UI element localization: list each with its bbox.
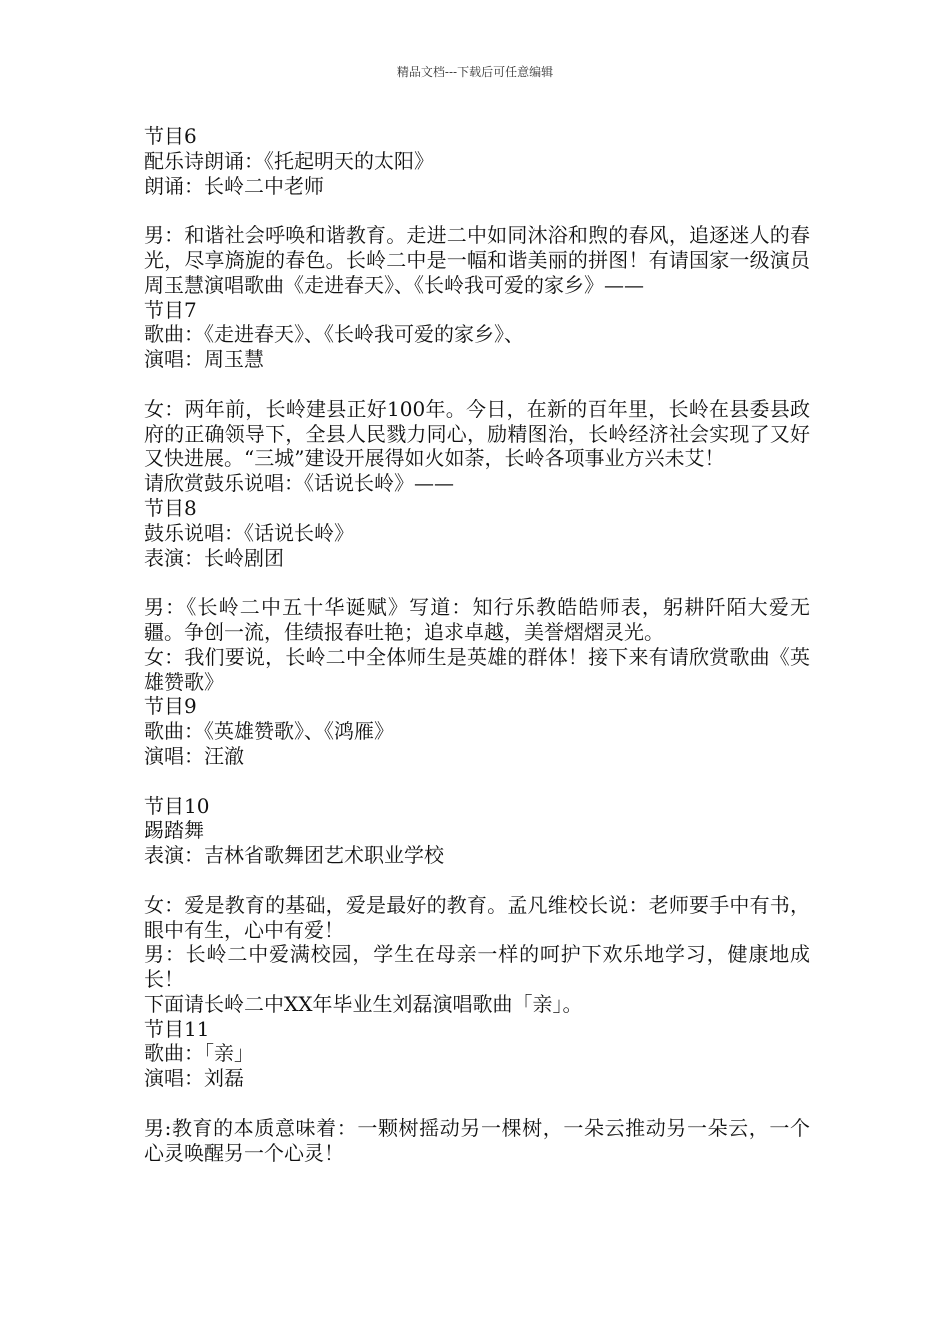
program-item: 歌曲：「亲」 <box>144 1041 254 1066</box>
blank-line <box>144 769 810 794</box>
host-line: 男：和谐社会呼唤和谐教育。走进二中如同沐浴和煦的春风，追逐迷人的春光，尽享旖旎的春色。长岭二中是一幅和谐美丽的拼图！有请国家一级演员周玉慧演唱歌曲《走进春天》、《长岭我可爱的家乡》—— <box>144 223 810 297</box>
program-title: 节目8 <box>144 495 197 520</box>
program-title: 节目7 <box>144 297 197 322</box>
program-title: 节目11 <box>144 1016 210 1041</box>
host-line: 男:教育的本质意味着：一颗树摇动另一棵树，一朵云推动另一朵云，一个心灵唤醒另一个心灵！ <box>144 1115 810 1165</box>
host-line: 女：两年前，长岭建县正好100年。今日，在新的百年里，长岭在县委县政府的正确领导下，全县人民戮力同心，励精图治，长岭经济社会实现了又好又快进展。“三城”建设开展得如火如荼，长岭各项事业方兴未艾！ <box>144 396 810 471</box>
host-line: 男：《长岭二中五十华诞赋》写道：知行乐教皓皓师表，躬耕阡陌大爱无疆。争创一流，佳绩报春吐艳；追求卓越，美誉熠熠灵光。 <box>144 595 810 644</box>
host-line: 女：爱是教育的基础，爱是最好的教育。孟凡维校长说：老师要手中有书，眼中有生，心中有爱！ <box>144 892 810 942</box>
blank-line <box>144 868 810 893</box>
program-item: 踢踏舞 <box>144 818 204 843</box>
blank-line <box>144 372 810 397</box>
performer-line: 朗诵：长岭二中老师 <box>144 173 324 198</box>
host-line: 男：长岭二中爱满校园，学生在母亲一样的呵护下欢乐地学习，健康地成长！ <box>144 942 810 992</box>
document-body <box>144 124 810 1165</box>
page-header: 精品文档---下载后可任意编辑 <box>396 65 554 79</box>
program-item: 歌曲：《英雄赞歌》、《鸿雁》 <box>144 719 394 744</box>
blank-line <box>144 570 810 595</box>
host-line: 女：我们要说，长岭二中全体师生是英雄的群体！接下来有请欣赏歌曲《英雄赞歌》 <box>144 644 810 694</box>
program-title: 节目6 <box>144 124 197 148</box>
performer-line: 演唱：汪澈 <box>144 743 244 768</box>
performer-line: 表演：长岭剧团 <box>144 545 284 570</box>
host-line: 请欣赏鼓乐说唱：《话说长岭》—— <box>144 471 454 496</box>
program-title: 节目10 <box>144 793 210 818</box>
host-line: 下面请长岭二中XX年毕业生刘磊演唱歌曲「亲」。 <box>144 991 583 1016</box>
program-item: 鼓乐说唱：《话说长岭》 <box>144 520 354 545</box>
performer-line: 表演：吉林省歌舞团艺术职业学校 <box>144 843 444 868</box>
program-item: 配乐诗朗诵：《托起明天的太阳》 <box>144 148 434 173</box>
program-title: 节目9 <box>144 694 197 719</box>
performer-line: 演唱：刘磊 <box>144 1066 244 1091</box>
performer-line: 演唱：周玉慧 <box>144 347 264 372</box>
blank-line <box>144 198 810 223</box>
blank-line <box>144 1091 810 1116</box>
program-item: 歌曲：《走进春天》、《长岭我可爱的家乡》、 <box>144 322 524 347</box>
